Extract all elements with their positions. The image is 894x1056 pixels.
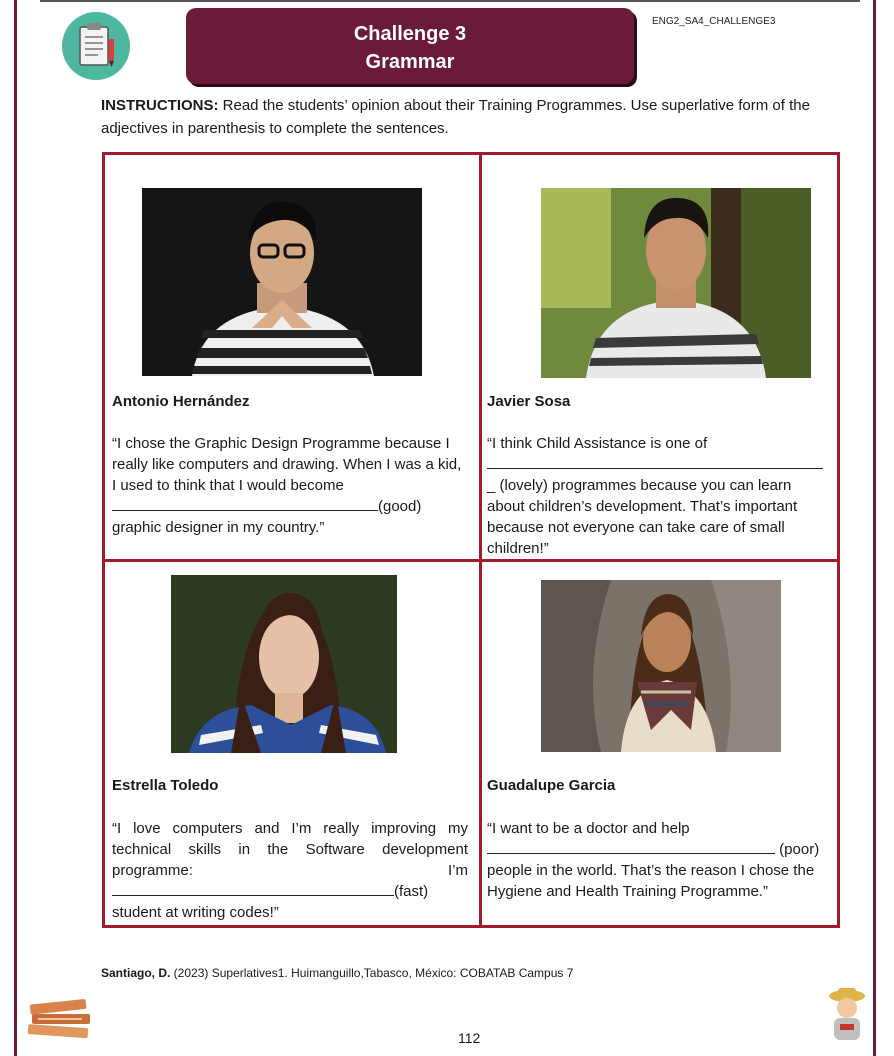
student-photo-guadalupe: [541, 580, 781, 752]
student-name: Estrella Toledo: [112, 777, 219, 794]
grid-divider-horizontal: [105, 559, 837, 562]
answer-blank[interactable]: [487, 454, 823, 469]
answer-blank[interactable]: [112, 881, 394, 896]
citation-text: (2023) Superlatives1. Huimanguillo,Tabasco, México: COBATAB Campus 7: [170, 966, 574, 980]
student-quote: “I love computers and I’m really improving my technical skills in the Software development programme: I’m (fast) student at writing codes!”: [112, 820, 468, 921]
grid-divider-vertical: [479, 155, 482, 925]
student-grid: [102, 152, 840, 928]
top-rule: [40, 0, 860, 2]
books-icon: [26, 996, 96, 1048]
mascot-icon: [820, 986, 874, 1048]
answer-blank[interactable]: [112, 496, 378, 511]
clipboard-icon: [62, 12, 130, 80]
citation-author: Santiago, D.: [101, 966, 171, 980]
answer-blank[interactable]: [487, 839, 775, 854]
student-name: Javier Sosa: [487, 393, 571, 410]
student-name: Guadalupe Garcia: [487, 777, 616, 794]
student-photo-javier: [541, 188, 811, 378]
citation: [101, 966, 573, 980]
instructions-label: INSTRUCTIONS:: [101, 97, 219, 114]
student-quote: “I want to be a doctor and help (poor) people in the world. That’s the reason I chose the Hygiene and Health Training Programme.”: [487, 820, 820, 900]
student-name: Antonio Hernández: [112, 393, 250, 410]
activity-code: ENG2_SA4_CHALLENGE3: [652, 16, 776, 27]
instructions-text: Read the students’ opinion about their Training Programmes. Use superlative form of the adjectives in parenthesis to complete the sentences.: [101, 97, 810, 137]
page-number: 112: [458, 1030, 481, 1046]
challenge-title: Challenge 3: [353, 23, 467, 45]
instructions: [101, 94, 831, 140]
student-photo-antonio: [142, 188, 422, 376]
title-banner: [186, 8, 634, 84]
student-photo-estrella: [171, 575, 397, 753]
challenge-subtitle: Grammar: [365, 51, 455, 73]
student-quote: “I think Child Assistance is one of _ (lovely) programmes because you can learn about children’s development. That’s important because not everyone can take care of small children!”: [487, 433, 833, 559]
student-quote: “I chose the Graphic Design Programme because I really like computers and drawing. When I was a kid, I used to think that I would become (good) graphic designer in my country.”: [112, 435, 462, 536]
